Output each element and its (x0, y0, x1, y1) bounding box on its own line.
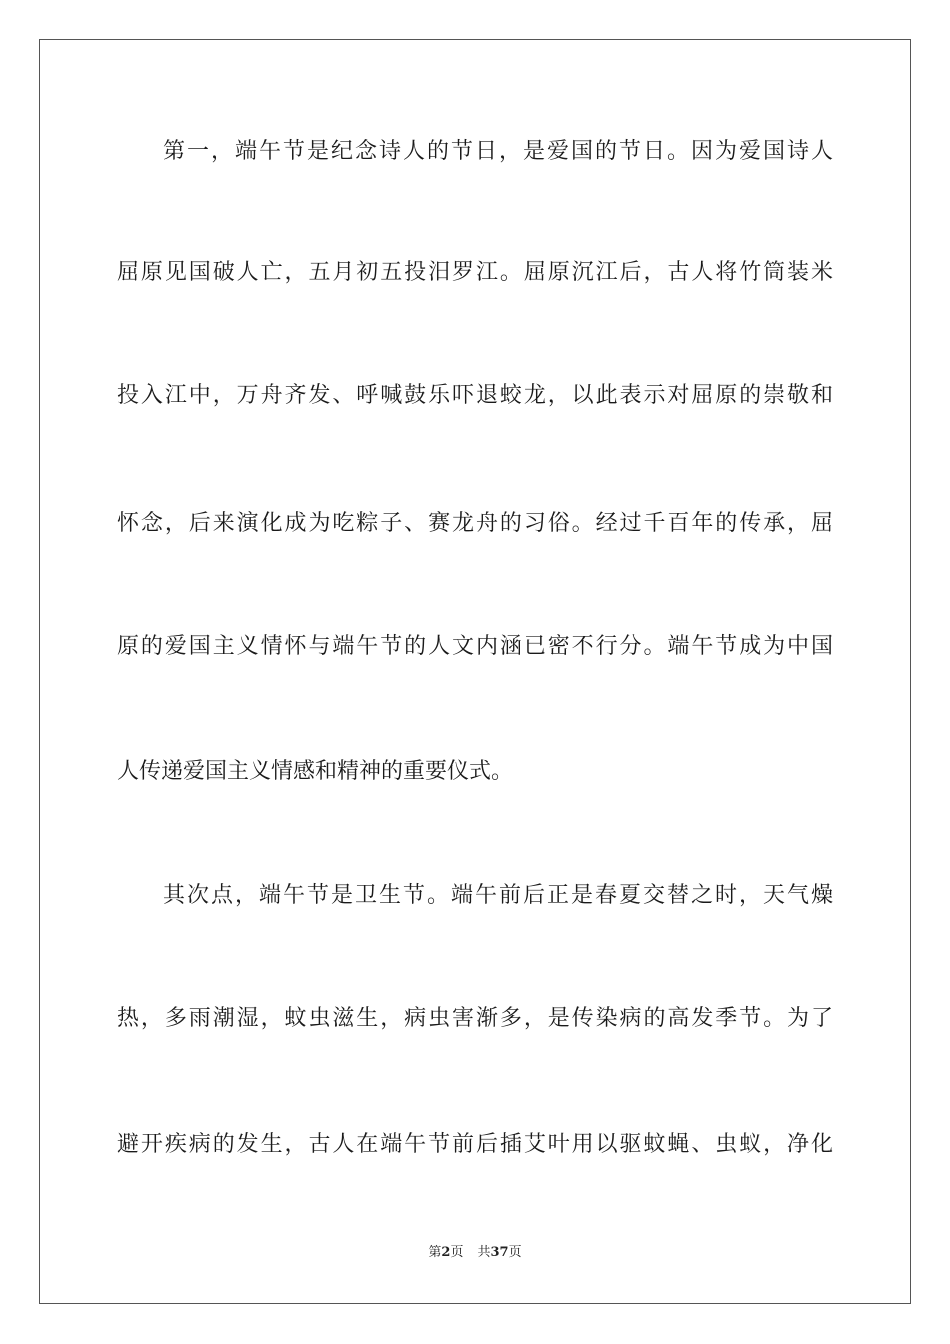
page-footer (0, 1244, 950, 1262)
total-suffix: 页 (508, 1245, 522, 1260)
paragraph-1-line-5: 原的爱国主义情怀与端午节的人文内涵已密不行分。端午节成为中国 (117, 634, 833, 659)
paragraph-2-line-2: 热，多雨潮湿，蚊虫滋生，病虫害渐多，是传染病的高发季节。为了 (117, 1006, 833, 1031)
paragraph-1-line-3: 投入江中，万舟齐发、呼喊鼓乐吓退蛟龙，以此表示对屈原的崇敬和 (117, 383, 833, 408)
page-prefix: 第 (428, 1245, 442, 1260)
total-pages: 37 (490, 1245, 509, 1260)
paragraph-2-line-3: 避开疾病的发生，古人在端午节前后插艾叶用以驱蚊蝇、虫蚁，净化 (117, 1132, 833, 1157)
page-border (39, 39, 911, 1304)
paragraph-2-line-1: 其次点，端午节是卫生节。端午前后正是春夏交替之时，天气燥 (163, 883, 833, 908)
total-prefix: 共 (477, 1245, 491, 1260)
page-suffix: 页 (450, 1245, 464, 1260)
paragraph-1-line-2: 屈原见国破人亡，五月初五投汨罗江。屈原沉江后，古人将竹筒装米 (117, 260, 833, 285)
paragraph-1-line-1: 第一，端午节是纪念诗人的节日，是爱国的节日。因为爱国诗人 (163, 139, 833, 164)
page-number: 2 (441, 1245, 451, 1260)
paragraph-1-line-6: 人传递爱国主义情感和精神的重要仪式。 (117, 759, 514, 784)
paragraph-1-line-4: 怀念，后来演化成为吃粽子、赛龙舟的习俗。经过千百年的传承，屈 (117, 511, 833, 536)
